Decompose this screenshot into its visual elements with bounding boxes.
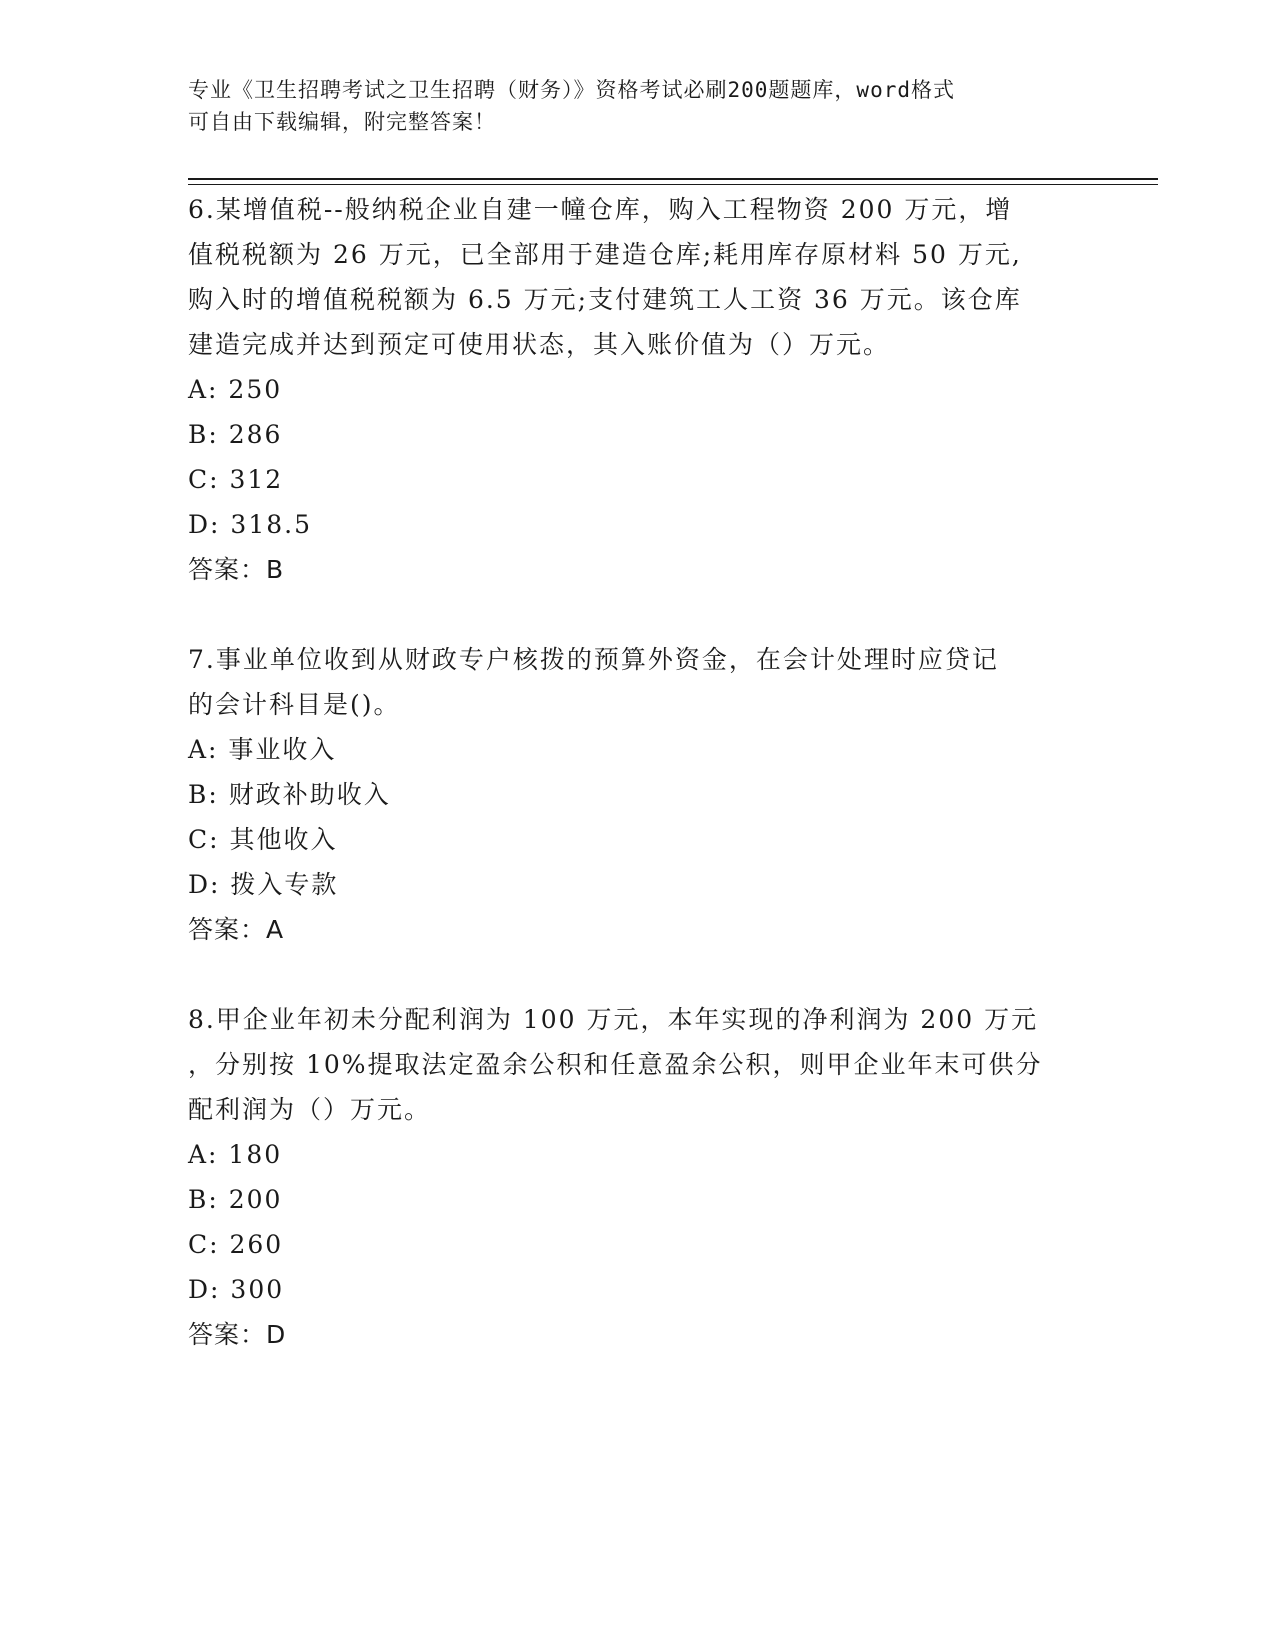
option-c: C: 260 [188,1230,284,1259]
option-b: B: 286 [188,420,283,449]
header-line-1: 专业《卫生招聘考试之卫生招聘（财务）》资格考试必刷200题题库，word格式 [188,78,955,102]
question-8 [188,997,1088,1357]
header-divider-thin [188,184,1158,185]
question-text-line: 7.事业单位收到从财政专户核拨的预算外资金，在会计处理时应贷记 [188,645,999,674]
question-text-line: 配利润为（）万元。 [188,1095,432,1124]
question-list [188,187,1088,1357]
option-a: A: 180 [188,1140,283,1169]
option-c: C: 312 [188,465,284,494]
document-header [188,74,1068,138]
answer-label: 答案：B [188,555,285,584]
question-text-line: 购入时的增值税税额为 6.5 万元;支付建筑工人工资 36 万元。该仓库 [188,285,1022,314]
question-text-line: 8.甲企业年初未分配利润为 100 万元，本年实现的净利润为 200 万元 [188,1005,1039,1034]
header-line-2: 可自由下载编辑，附完整答案！ [188,110,496,134]
question-text-line: 值税税额为 26 万元，已全部用于建造仓库;耗用库存原材料 50 万元, [188,240,1022,269]
question-spacer [188,952,1088,997]
question-7 [188,637,1088,952]
option-d: D: 318.5 [188,510,312,539]
answer-label: 答案：A [188,915,285,944]
option-d: D: 拨入专款 [188,870,339,899]
header-divider-thick [188,178,1158,180]
question-spacer [188,592,1088,637]
question-text-line: 6.某增值税--般纳税企业自建一幢仓库，购入工程物资 200 万元，增 [188,195,1013,224]
option-a: A: 事业收入 [188,735,337,764]
question-text-line: 的会计科目是()。 [188,690,401,719]
option-d: D: 300 [188,1275,285,1304]
option-c: C: 其他收入 [188,825,338,854]
option-a: A: 250 [188,375,283,404]
question-text-line: ，分别按 10%提取法定盈余公积和任意盈余公积，则甲企业年末可供分 [188,1050,1043,1079]
option-b: B: 200 [188,1185,283,1214]
answer-label: 答案：D [188,1320,287,1349]
question-text-line: 建造完成并达到预定可使用状态，其入账价值为（）万元。 [188,330,891,359]
option-b: B: 财政补助收入 [188,780,391,809]
question-6 [188,187,1088,592]
